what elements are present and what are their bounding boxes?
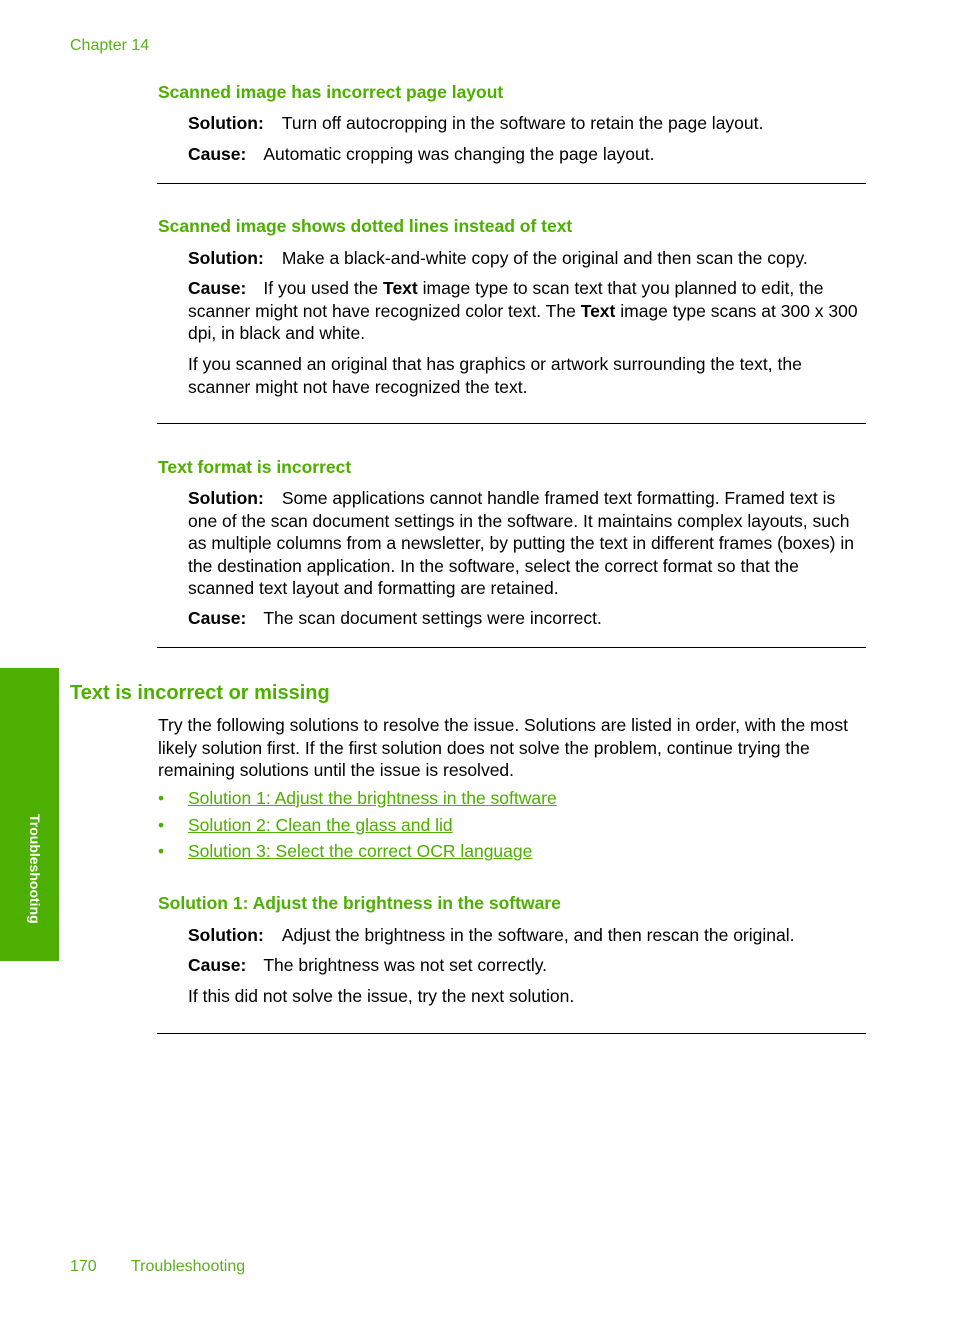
divider [157,423,866,424]
solution-label: Solution: [188,488,264,508]
bullet-icon: • [158,841,165,861]
cause-paragraph [188,277,868,345]
solution-1-heading: Solution 1: Adjust the brightness in the software [158,893,561,913]
intro-paragraph: Try the following solutions to resolve the issue. Solutions are listed in order, with the most likely solution first. If the first solution does not solve the problem, continue trying the remaining solutions until the issue is resolved. [158,715,848,780]
cause-label: Cause: [188,608,247,628]
cause-text: The scan document settings were incorrect. [263,608,602,628]
chapter-label: Chapter 14 [70,37,150,54]
cause-text: image type to scan text that you planned to edit, the scanner might not have recognized color text. The [188,278,824,321]
text-term: Text [580,300,616,321]
cause-text: The brightness was not set correctly. [263,955,548,975]
bullet-icon: • [158,788,165,808]
side-tab-label: Troubleshooting [27,814,43,924]
cause-paragraph [188,607,868,630]
solution-label: Solution: [188,248,264,268]
solution-paragraph [188,924,868,947]
solution-text: Some applications cannot handle framed text formatting. Framed text is one of the scan document settings in the software. It maintains complex layouts, such as multiple columns from a newsletter, by putting the text in different frames (boxes) in the destination application. In the software, select the correct format so that the scanned text layout and formatting are retained. [188,488,854,598]
cause-paragraph [188,143,868,166]
cause-label: Cause: [188,278,247,298]
cause-label: Cause: [188,144,247,164]
solution-text: Make a black-and-white copy of the original and then scan the copy. [281,248,808,268]
solution-paragraph [188,247,868,270]
solution-1-link[interactable]: Solution 1: Adjust the brightness in the software [188,788,557,808]
divider [157,1033,866,1034]
solution-paragraph [188,112,868,135]
solution-text: Turn off autocropping in the software to retain the page layout. [281,113,764,133]
solution-paragraph [188,487,868,600]
cause-paragraph [188,954,868,977]
page-number: 170 [70,1258,97,1275]
solution-2-link[interactable]: Solution 2: Clean the glass and lid [188,814,453,835]
section-heading: Text format is incorrect [158,457,352,477]
solution-label: Solution: [188,113,264,133]
main-section-heading: Text is incorrect or missing [70,682,330,704]
cause-label: Cause: [188,955,247,975]
divider [157,183,866,184]
bullet-icon: • [158,814,165,835]
solution-text: Adjust the brightness in the software, and then rescan the original. [281,925,795,945]
cause-text: If you used the [263,278,379,298]
solution-3-link[interactable]: Solution 3: Select the correct OCR language [188,841,533,861]
text-term: Text [383,278,418,298]
section-heading: Scanned image has incorrect page layout [158,82,504,102]
section-heading: Scanned image shows dotted lines instead of text [158,216,573,236]
cause-text: Automatic cropping was changing the page layout. [263,144,655,164]
cause-text: image type scans at 300 x 300 dpi, in black and white. [188,300,858,343]
extra-paragraph: If you scanned an original that has graphics or artwork surrounding the text, the scanner might not have recognized the text. [188,354,802,397]
divider [157,647,866,648]
footer-section-title: Troubleshooting [131,1258,246,1275]
extra-paragraph: If this did not solve the issue, try the next solution. [188,986,575,1006]
solution-label: Solution: [188,925,264,945]
